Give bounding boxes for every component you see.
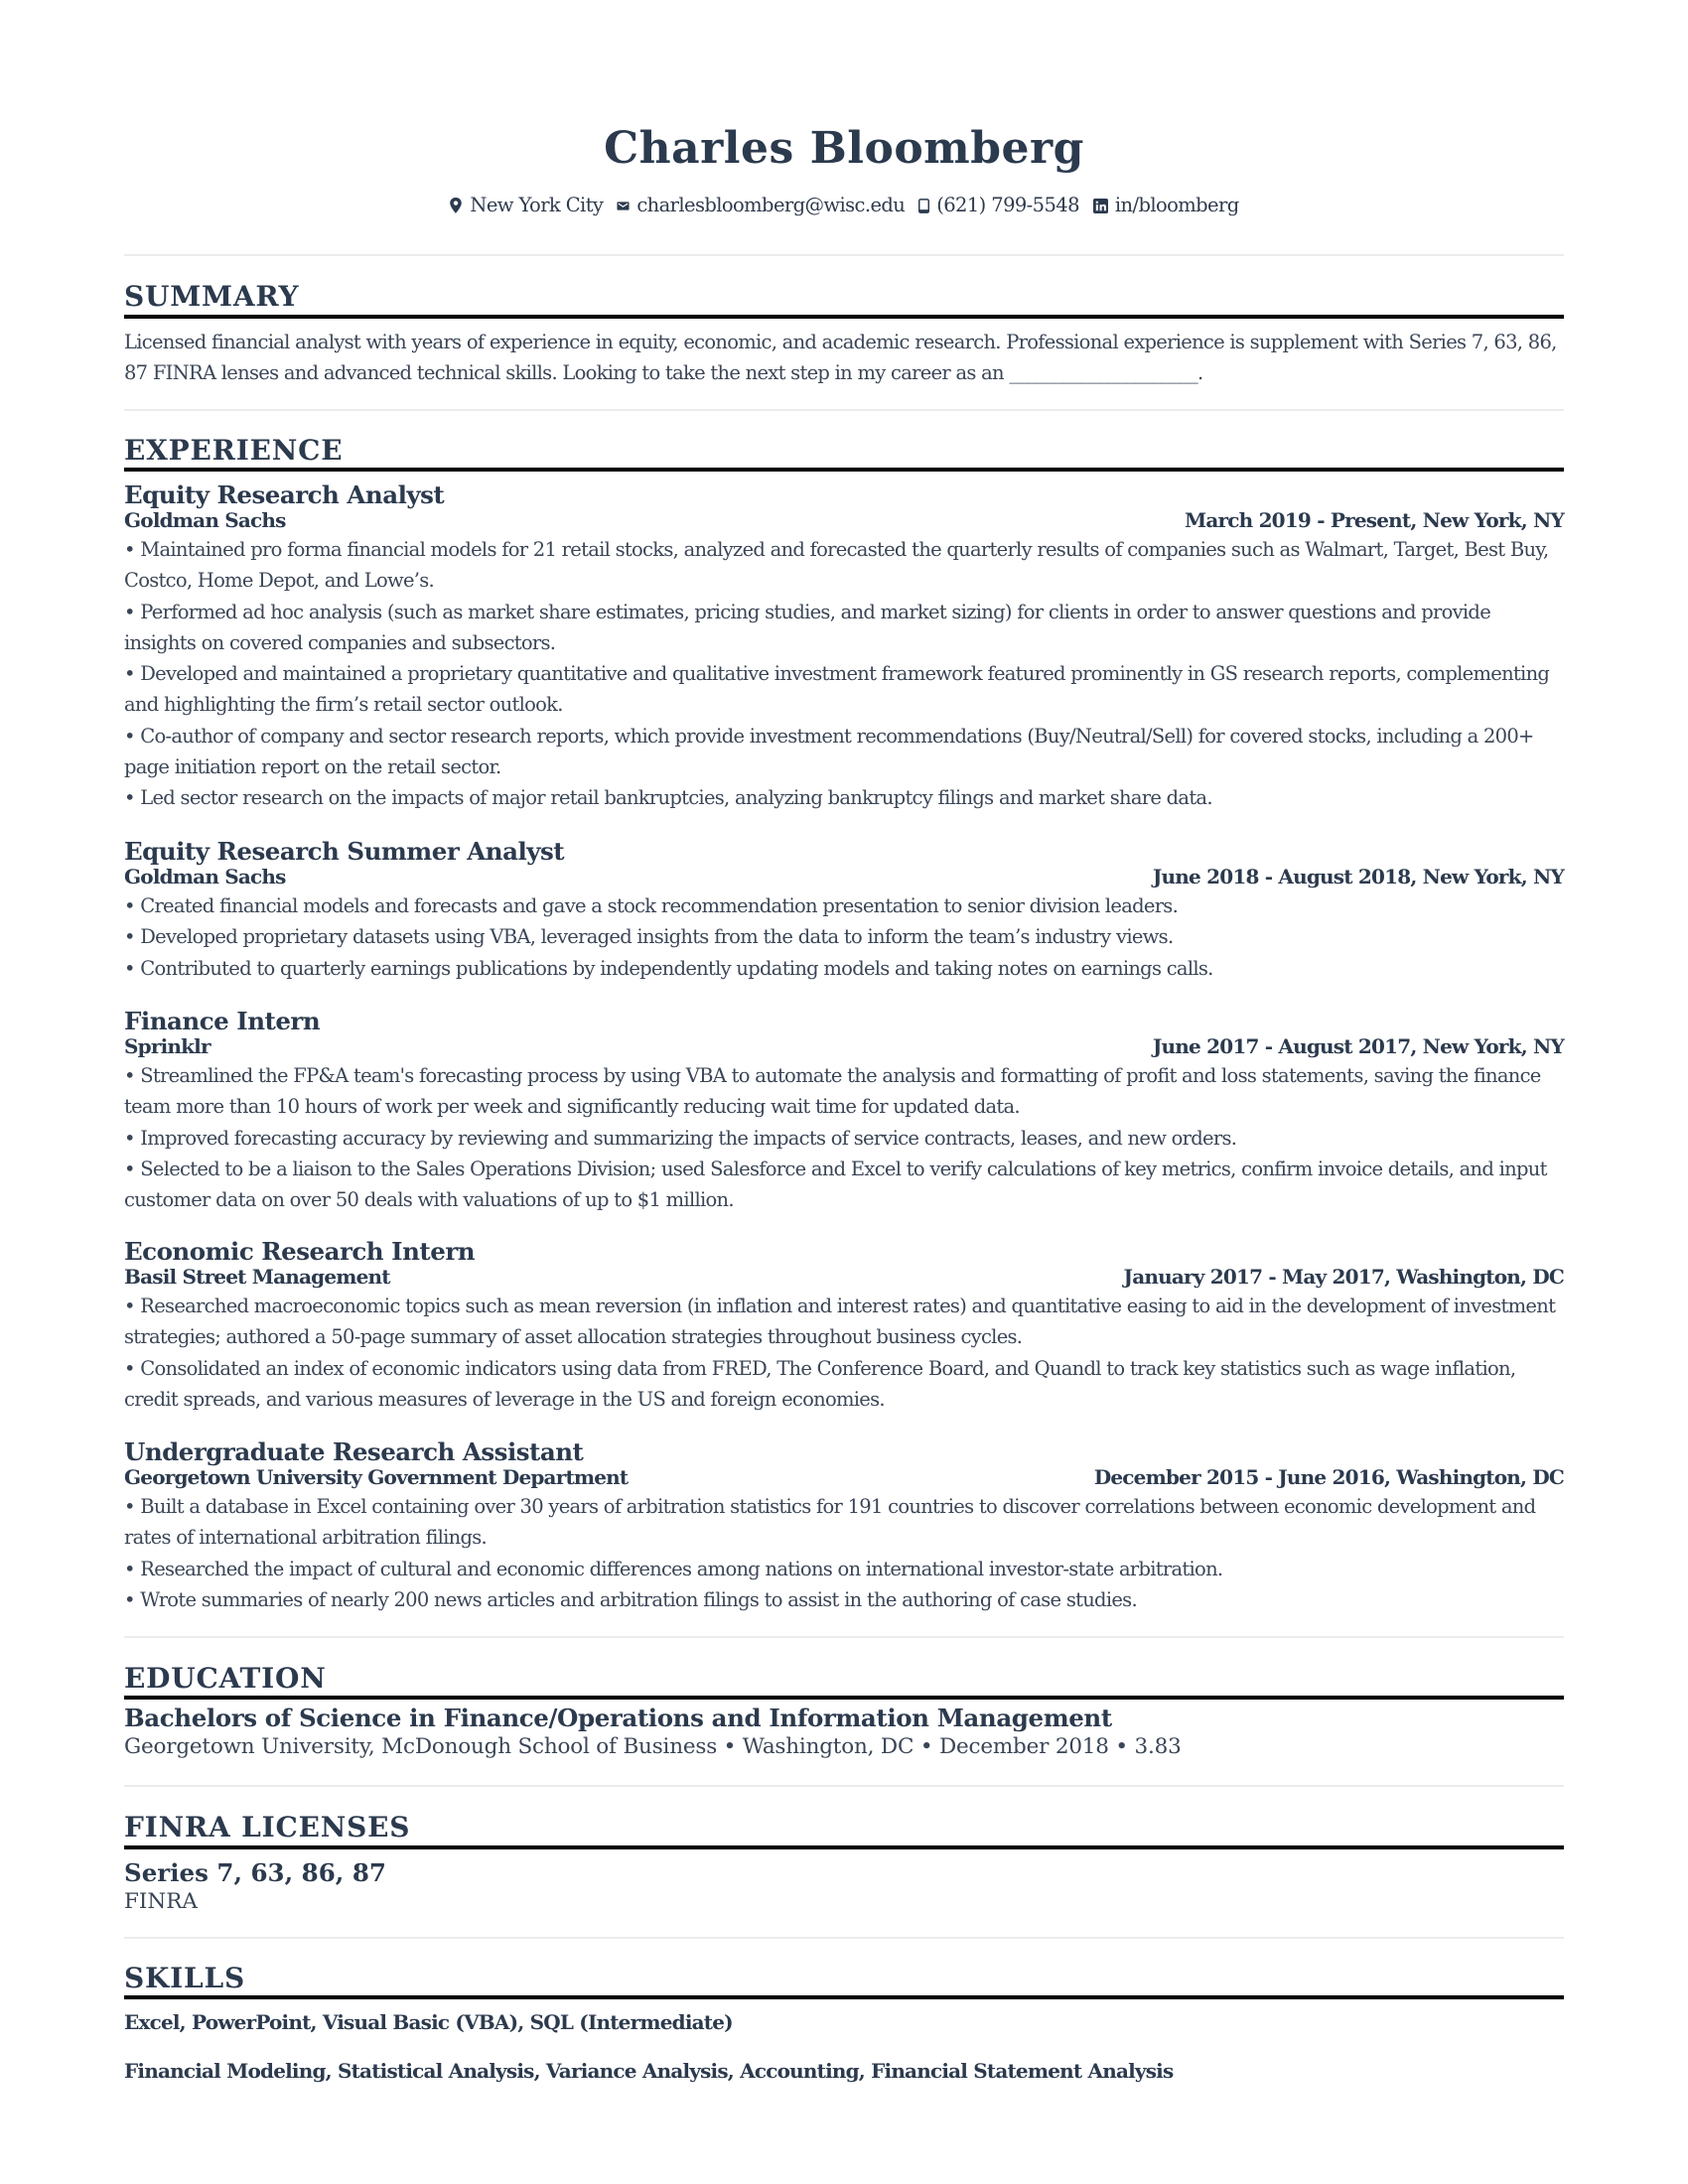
envelope-icon <box>617 200 630 212</box>
job-title: Finance Intern <box>124 1007 321 1035</box>
license-org: FINRA <box>124 1889 198 1914</box>
contact-location <box>449 193 603 218</box>
job-bullet: • Researched macroeconomic topics such as mean reversion (in inflation and interest rates) and quantitative easing to aid in the development of investment strategies; authored a 50-page summary of asset allocation strategies throughout business cycles. <box>124 1295 1556 1349</box>
job-meta <box>124 508 1564 532</box>
job-bullet: • Researched the impact of cultural and economic differences among nations on international investor-state arbitration. <box>124 1557 1223 1580</box>
divider <box>124 1636 1564 1638</box>
divider <box>124 254 1564 256</box>
job-bullet: • Streamlined the FP&A team's forecasting process by using VBA to automate the analysis and formatting of profit and loss statements, saving the finance team more than 10 hours of work per week and significantly reducing wait time for updated data. <box>124 1064 1541 1119</box>
section-rule <box>124 468 1564 472</box>
contact-linkedin[interactable] <box>1093 193 1239 218</box>
job-bullet: • Developed proprietary datasets using VBA, leveraged insights from the data to inform the team’s industry views. <box>124 925 1174 949</box>
job-bullets <box>124 1060 1564 1215</box>
job-title: Equity Research Analyst <box>124 480 445 509</box>
company-name: Georgetown University Government Department <box>124 1465 629 1489</box>
job-dates-location: June 2017 - August 2017, New York, NY <box>1152 1034 1564 1058</box>
job-bullets <box>124 890 1564 984</box>
divider <box>124 409 1564 411</box>
job-meta <box>124 1465 1564 1489</box>
job-meta <box>124 1034 1564 1058</box>
phone-icon <box>918 199 929 213</box>
license-name: Series 7, 63, 86, 87 <box>124 1858 386 1887</box>
job-meta <box>124 1265 1564 1289</box>
job-bullet: • Co-author of company and sector research reports, which provide investment recommendations (Buy/Neutral/Sell) for covered stocks, including a 200+ page initiation report on the retail sector. <box>124 724 1534 779</box>
education-degree: Bachelors of Science in Finance/Operations and Information Management <box>124 1704 1112 1732</box>
company-name: Basil Street Management <box>124 1265 390 1289</box>
company-name: Goldman Sachs <box>124 865 286 888</box>
job-bullet: • Contributed to quarterly earnings publications by independently updating models and taking notes on earnings calls. <box>124 956 1213 980</box>
job-bullet: • Wrote summaries of nearly 200 news articles and arbitration filings to assist in the authoring of case studies. <box>124 1587 1137 1611</box>
experience-entry <box>124 1007 1564 1215</box>
section-rule <box>124 1845 1564 1849</box>
job-meta <box>124 865 1564 888</box>
experience-entry <box>124 1237 1564 1415</box>
section-title-licenses: FINRA LICENSES <box>124 1811 411 1843</box>
experience-entry <box>124 1437 1564 1615</box>
job-bullet: • Improved forecasting accuracy by reviewing and summarizing the impacts of service contracts, leases, and new orders. <box>124 1126 1237 1150</box>
contact-bar <box>124 193 1564 218</box>
summary-text: Licensed financial analyst with years of experience in equity, economic, and academic research. Professional experience is supplement with Series 7, 63, 86, 87 FINRA lenses and advanced technical skills. Looking to take the next step in my career as an _____________________. <box>124 331 1557 385</box>
section-title-skills: SKILLS <box>124 1962 246 1994</box>
job-bullets <box>124 1491 1564 1615</box>
section-title-education: EDUCATION <box>124 1662 327 1695</box>
email-link[interactable]: charlesbloomberg@wisc.edu <box>636 194 906 216</box>
section-title-summary: SUMMARY <box>124 280 300 313</box>
section-rule <box>124 315 1564 319</box>
section-title-experience: EXPERIENCE <box>124 434 344 467</box>
job-bullets <box>124 534 1564 814</box>
job-bullet: • Consolidated an index of economic indicators using data from FRED, The Conference Board, and Quandl to track key statistics such as wage inflation, credit spreads, and various measures of leverage in the US and foreign economies. <box>124 1356 1516 1411</box>
contact-email[interactable] <box>617 193 905 218</box>
job-title: Undergraduate Research Assistant <box>124 1437 584 1466</box>
job-bullet: • Created financial models and forecasts and gave a stock recommendation presentation to senior division leaders. <box>124 894 1179 917</box>
linkedin-icon <box>1093 199 1108 213</box>
divider <box>124 1785 1564 1787</box>
map-pin-icon <box>449 198 463 213</box>
phone-text[interactable]: (621) 799-5548 <box>936 194 1079 216</box>
job-bullet: • Selected to be a liaison to the Sales Operations Division; used Salesforce and Excel to verify calculations of key metrics, confirm invoice details, and input customer data on over 50 deals with valuations of up to $1 million. <box>124 1157 1547 1212</box>
linkedin-link[interactable]: in/bloomberg <box>1114 194 1239 216</box>
job-bullets <box>124 1291 1564 1415</box>
experience-entry <box>124 480 1564 814</box>
job-bullet: • Led sector research on the impacts of major retail bankruptcies, analyzing bankruptcy filings and market share data. <box>124 786 1212 810</box>
skill-line: Financial Modeling, Statistical Analysis, Variance Analysis, Accounting, Financial Statement Analysis <box>124 2059 1174 2083</box>
job-bullet: • Maintained pro forma financial models for 21 retail stocks, analyzed and forecasted the quarterly results of companies such as Walmart, Target, Best Buy, Costco, Home Depot, and Lowe’s. <box>124 538 1549 593</box>
job-bullet: • Developed and maintained a proprietary quantitative and qualitative investment framework featured prominently in GS research reports, complementing and highlighting the firm’s retail sector outlook. <box>124 662 1550 717</box>
contact-phone[interactable] <box>918 193 1079 218</box>
skill-line: Excel, PowerPoint, Visual Basic (VBA), SQL (Intermediate) <box>124 2010 733 2034</box>
experience-entry <box>124 837 1564 984</box>
company-name: Sprinklr <box>124 1034 211 1058</box>
resume-header <box>124 117 1564 218</box>
job-bullet: • Performed ad hoc analysis (such as market share estimates, pricing studies, and market sizing) for clients in order to answer questions and provide insights on covered companies and subsectors. <box>124 600 1491 654</box>
job-dates-location: December 2015 - June 2016, Washington, DC <box>1093 1465 1564 1489</box>
job-dates-location: June 2018 - August 2018, New York, NY <box>1152 865 1564 888</box>
job-title: Economic Research Intern <box>124 1237 476 1266</box>
candidate-name: Charles Bloomberg <box>604 123 1084 174</box>
section-rule <box>124 1696 1564 1700</box>
education-details: Georgetown University, McDonough School of Business • Washington, DC • December 2018 • 3.83 <box>124 1734 1182 1759</box>
job-dates-location: January 2017 - May 2017, Washington, DC <box>1123 1265 1564 1289</box>
job-title: Equity Research Summer Analyst <box>124 837 565 866</box>
job-dates-location: March 2019 - Present, New York, NY <box>1185 508 1564 532</box>
location-text: New York City <box>470 194 604 216</box>
company-name: Goldman Sachs <box>124 508 286 532</box>
divider <box>124 1937 1564 1939</box>
section-rule <box>124 1995 1564 1999</box>
job-bullet: • Built a database in Excel containing over 30 years of arbitration statistics for 191 countries to discover correlations between economic development and rates of international arbitration filings. <box>124 1495 1536 1550</box>
